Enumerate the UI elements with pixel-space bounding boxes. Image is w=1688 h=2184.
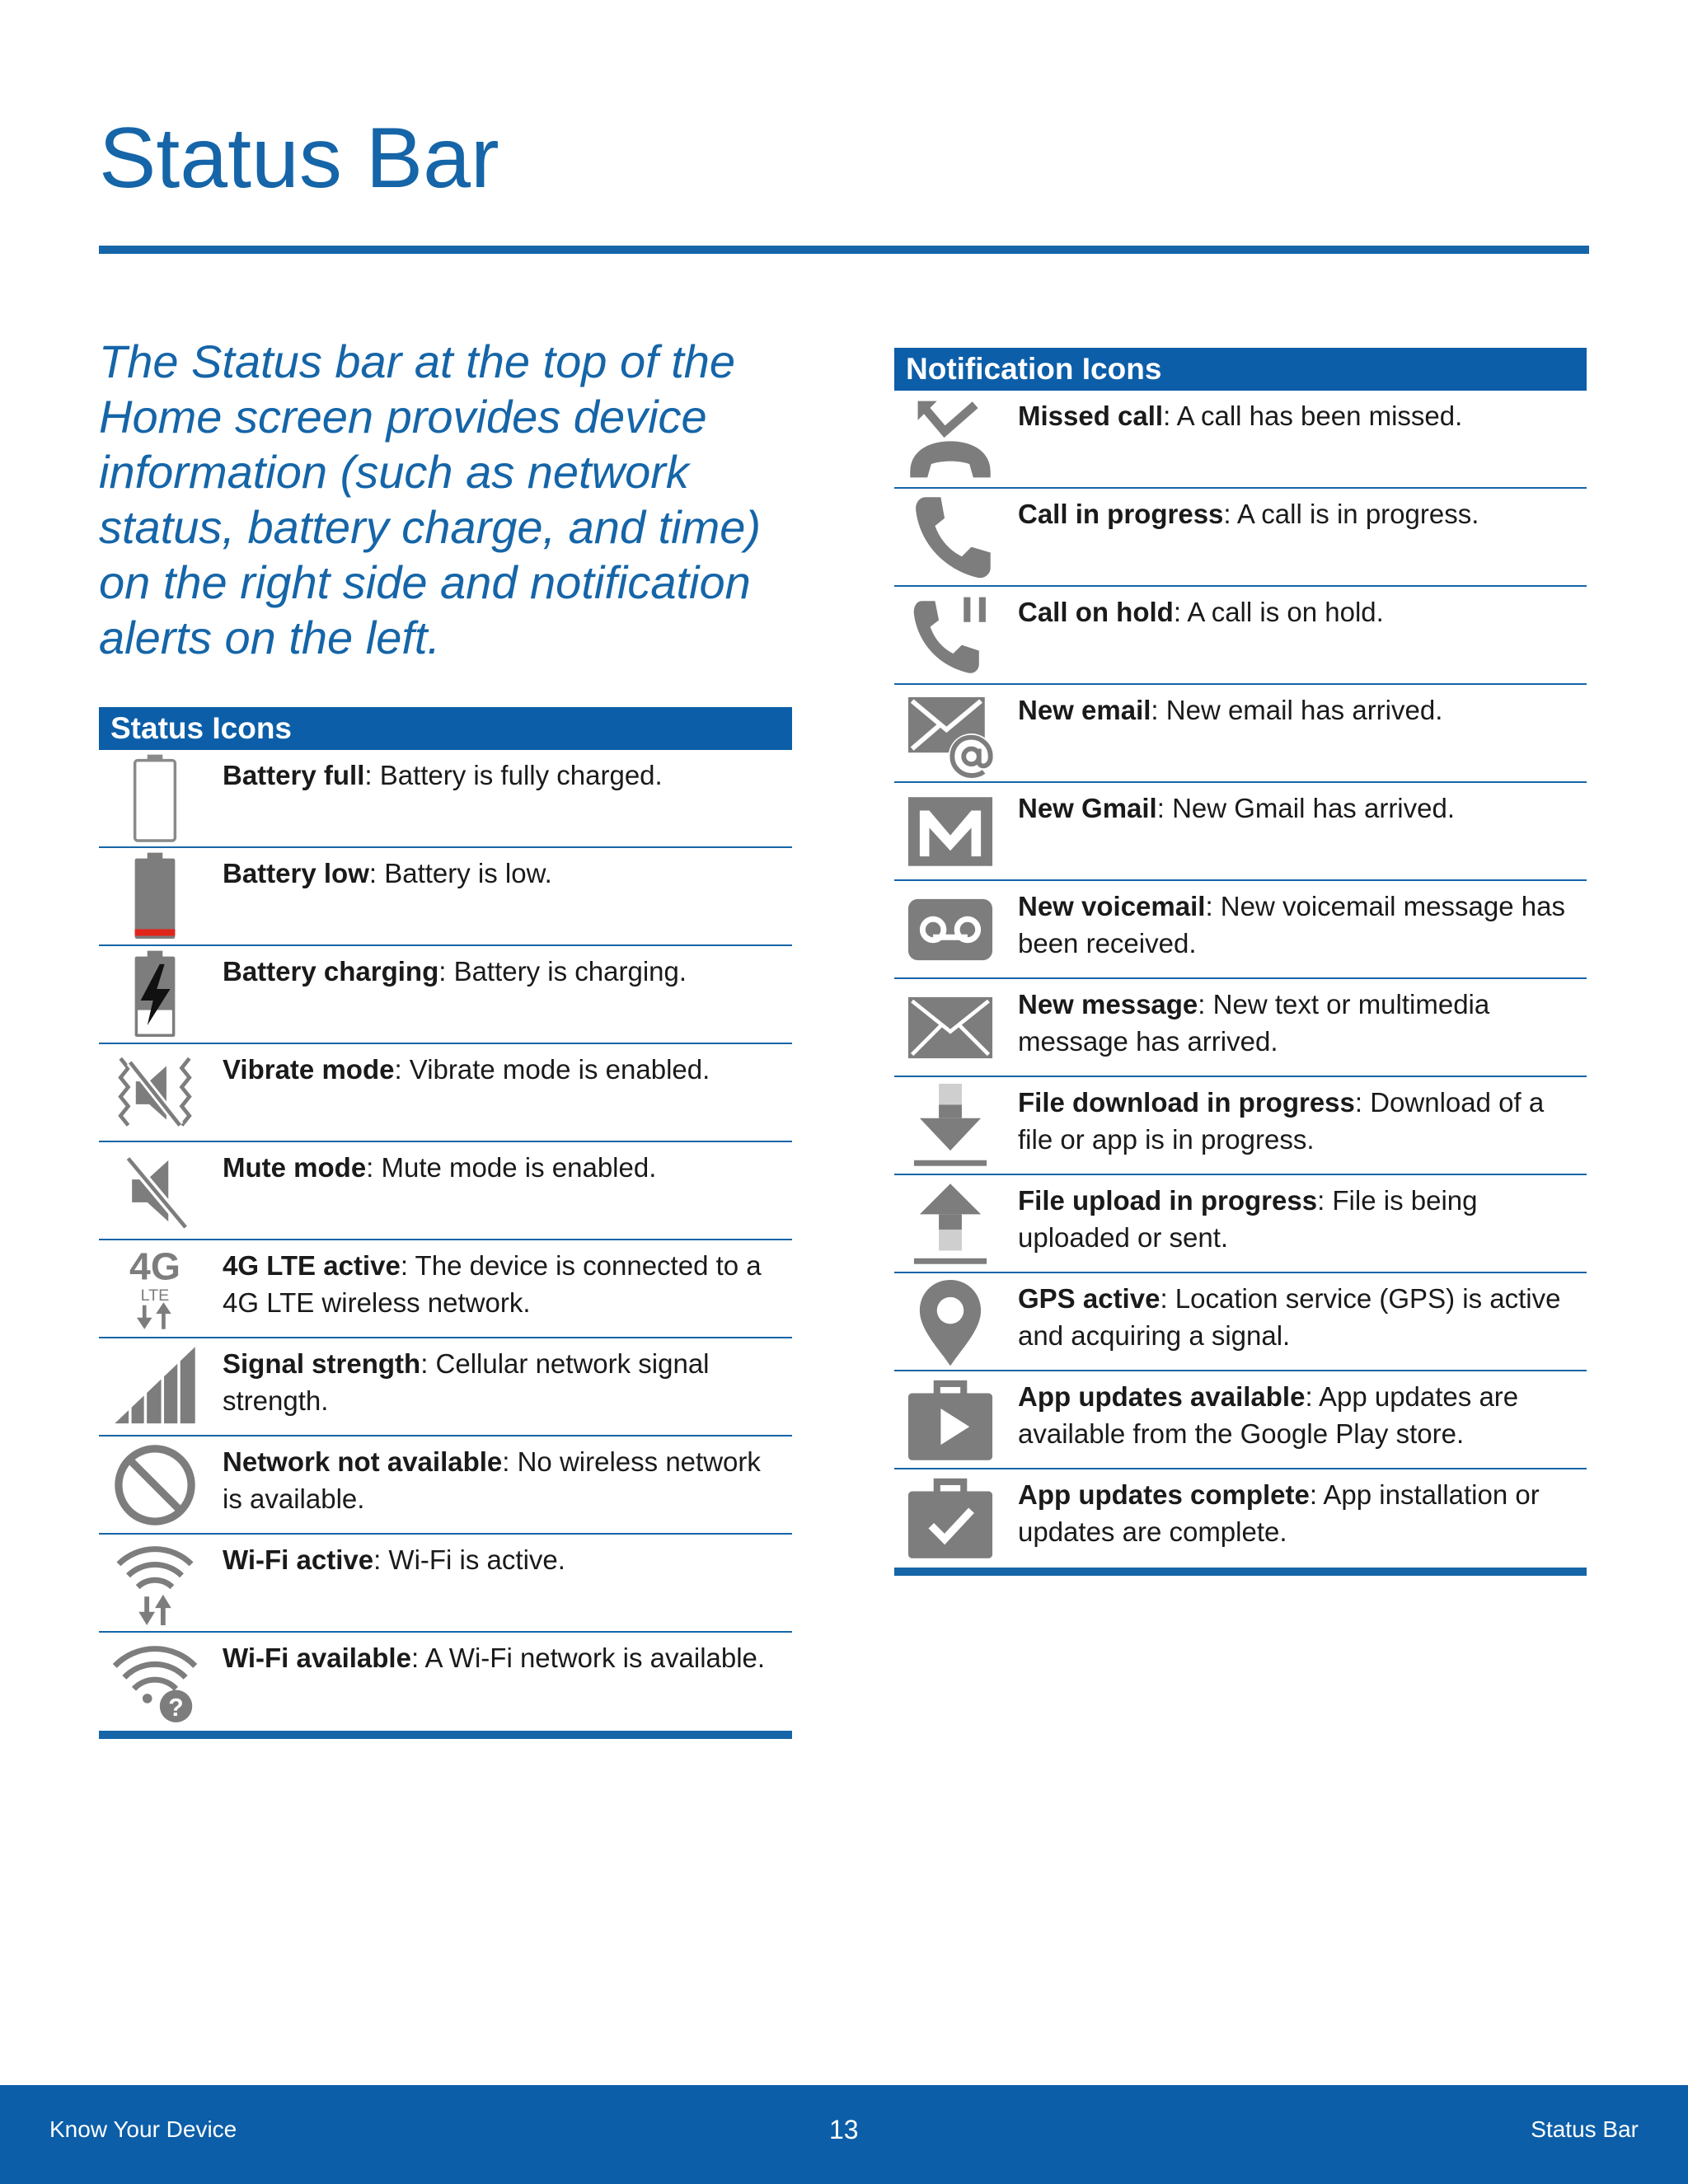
notif-row-gps-active [894,1273,1587,1371]
notif-row-missed-call [894,391,1587,489]
row-desc: : Location service (GPS) is active and acquiring a signal. [1018,1283,1561,1351]
row-desc: : A Wi-Fi network is available. [410,1643,766,1673]
notif-row-call-on-hold [894,587,1587,685]
row-desc: : A call is on hold. [1173,597,1384,627]
row-desc: : Battery is charging. [438,956,687,987]
row-term: New message [1018,989,1198,1019]
row-term: Battery full [223,760,365,790]
row-desc: : Battery is fully charged. [364,760,663,790]
row-desc: : New voicemail message has been received. [1018,891,1565,958]
row-desc: : New text or multimedia message has arrived. [1018,989,1490,1057]
lte-4g-glyph: 4G [129,1244,181,1287]
row-term: New Gmail [1018,793,1157,823]
status-row-mute-mode [99,1142,792,1240]
row-desc: : Battery is low. [368,858,552,888]
lte-text-glyph: LTE [140,1286,170,1305]
row-desc: : App installation or updates are complete. [1018,1479,1540,1547]
row-term: Mute mode [223,1152,367,1183]
status-row-battery-full [99,750,792,848]
notif-row-new-email [894,685,1587,783]
battery-low-icon [99,848,211,944]
new-voicemail-icon [894,881,1006,977]
footer-chapter-label: Status Bar [1531,2116,1639,2142]
signal-strength-icon [99,1338,211,1435]
notification-table-end-rule [894,1568,1587,1576]
status-icons-header: Status Icons [99,707,792,750]
notification-icons-table [894,348,1587,1576]
row-term: Call on hold [1018,597,1174,627]
battery-full-icon [99,750,211,846]
gps-active-icon [894,1273,1006,1370]
page-title: Status Bar [99,110,499,206]
title-rule [99,246,1589,254]
status-row-battery-charging [99,946,792,1044]
notif-row-app-updates-complete [894,1469,1587,1568]
status-row-wifi-available [99,1633,792,1731]
call-in-progress-icon [894,489,1006,585]
status-row-battery-low [99,848,792,946]
status-row-vibrate-mode [99,1044,792,1142]
notif-row-app-updates-available [894,1371,1587,1469]
intro-text: The Status bar at the top of the Home screen provides device information (such as network status, battery charge, and time) on the right side and notification alerts on the left. [99,335,762,663]
row-desc: : File is being uploaded or sent. [1018,1185,1478,1253]
row-desc: : Wi-Fi is active. [373,1544,565,1575]
missed-call-icon [894,391,1006,487]
row-term: File upload in progress [1018,1185,1318,1216]
notif-row-file-download [894,1077,1587,1175]
row-term: App updates available [1018,1381,1306,1412]
row-desc: : The device is connected to a 4G LTE wireless network. [223,1250,762,1318]
new-gmail-icon [894,783,1006,879]
new-message-icon [894,979,1006,1076]
new-email-icon [894,685,1006,781]
page-footer [0,2085,1688,2184]
row-desc: : Mute mode is enabled. [366,1152,657,1183]
row-term: App updates complete [1018,1479,1310,1510]
wifi-active-icon [99,1535,211,1631]
footer-section-label: Know Your Device [49,2116,237,2142]
notif-row-new-voicemail [894,881,1587,979]
network-not-available-icon [99,1436,211,1533]
status-table-end-rule [99,1731,792,1739]
status-icons-table [99,707,792,1739]
notification-icons-header: Notification Icons [894,348,1587,391]
row-term: Network not available [223,1446,503,1477]
row-term: Battery charging [223,956,439,987]
status-row-network-not-available [99,1436,792,1535]
app-updates-available-icon [894,1371,1006,1468]
row-term: Wi-Fi active [223,1544,374,1575]
notif-row-file-upload [894,1175,1587,1273]
row-desc: : No wireless network is available. [223,1446,761,1514]
status-row-signal-strength [99,1338,792,1436]
app-updates-complete-icon [894,1469,1006,1566]
file-download-icon [894,1077,1006,1174]
status-row-4g-lte [99,1240,792,1338]
row-desc: : Download of a file or app is in progress. [1018,1087,1545,1155]
row-term: Battery low [223,858,369,888]
vibrate-mode-icon [99,1044,211,1141]
row-term: New voicemail [1018,891,1206,921]
row-term: File download in progress [1018,1087,1355,1118]
row-desc: : Vibrate mode is enabled. [394,1054,710,1085]
call-on-hold-icon [894,587,1006,683]
row-term: New email [1018,695,1151,725]
file-upload-icon [894,1175,1006,1272]
row-desc: : A call has been missed. [1163,401,1463,431]
row-desc: : A call is in progress. [1223,499,1479,529]
row-desc: : Cellular network signal strength. [223,1348,710,1416]
row-term: 4G LTE active [223,1250,401,1281]
mute-mode-icon [99,1142,211,1239]
status-row-wifi-active [99,1535,792,1633]
row-term: GPS active [1018,1283,1160,1314]
notif-row-new-message [894,979,1587,1077]
notif-row-call-in-progress [894,489,1587,587]
row-term: Signal strength [223,1348,421,1379]
row-term: Wi-Fi available [223,1643,411,1673]
battery-charging-icon [99,946,211,1043]
row-term: Missed call [1018,401,1164,431]
wifi-available-icon [99,1633,211,1729]
4g-lte-icon [99,1240,211,1337]
row-desc: : App updates are available from the Google Play store. [1018,1381,1519,1449]
notif-row-new-gmail [894,783,1587,881]
row-desc: : New Gmail has arrived. [1156,793,1456,823]
footer-page-number: 13 [829,2115,859,2144]
row-term: Call in progress [1018,499,1224,529]
row-term: Vibrate mode [223,1054,395,1085]
row-desc: : New email has arrived. [1151,695,1443,725]
question-glyph: ? [168,1694,184,1722]
